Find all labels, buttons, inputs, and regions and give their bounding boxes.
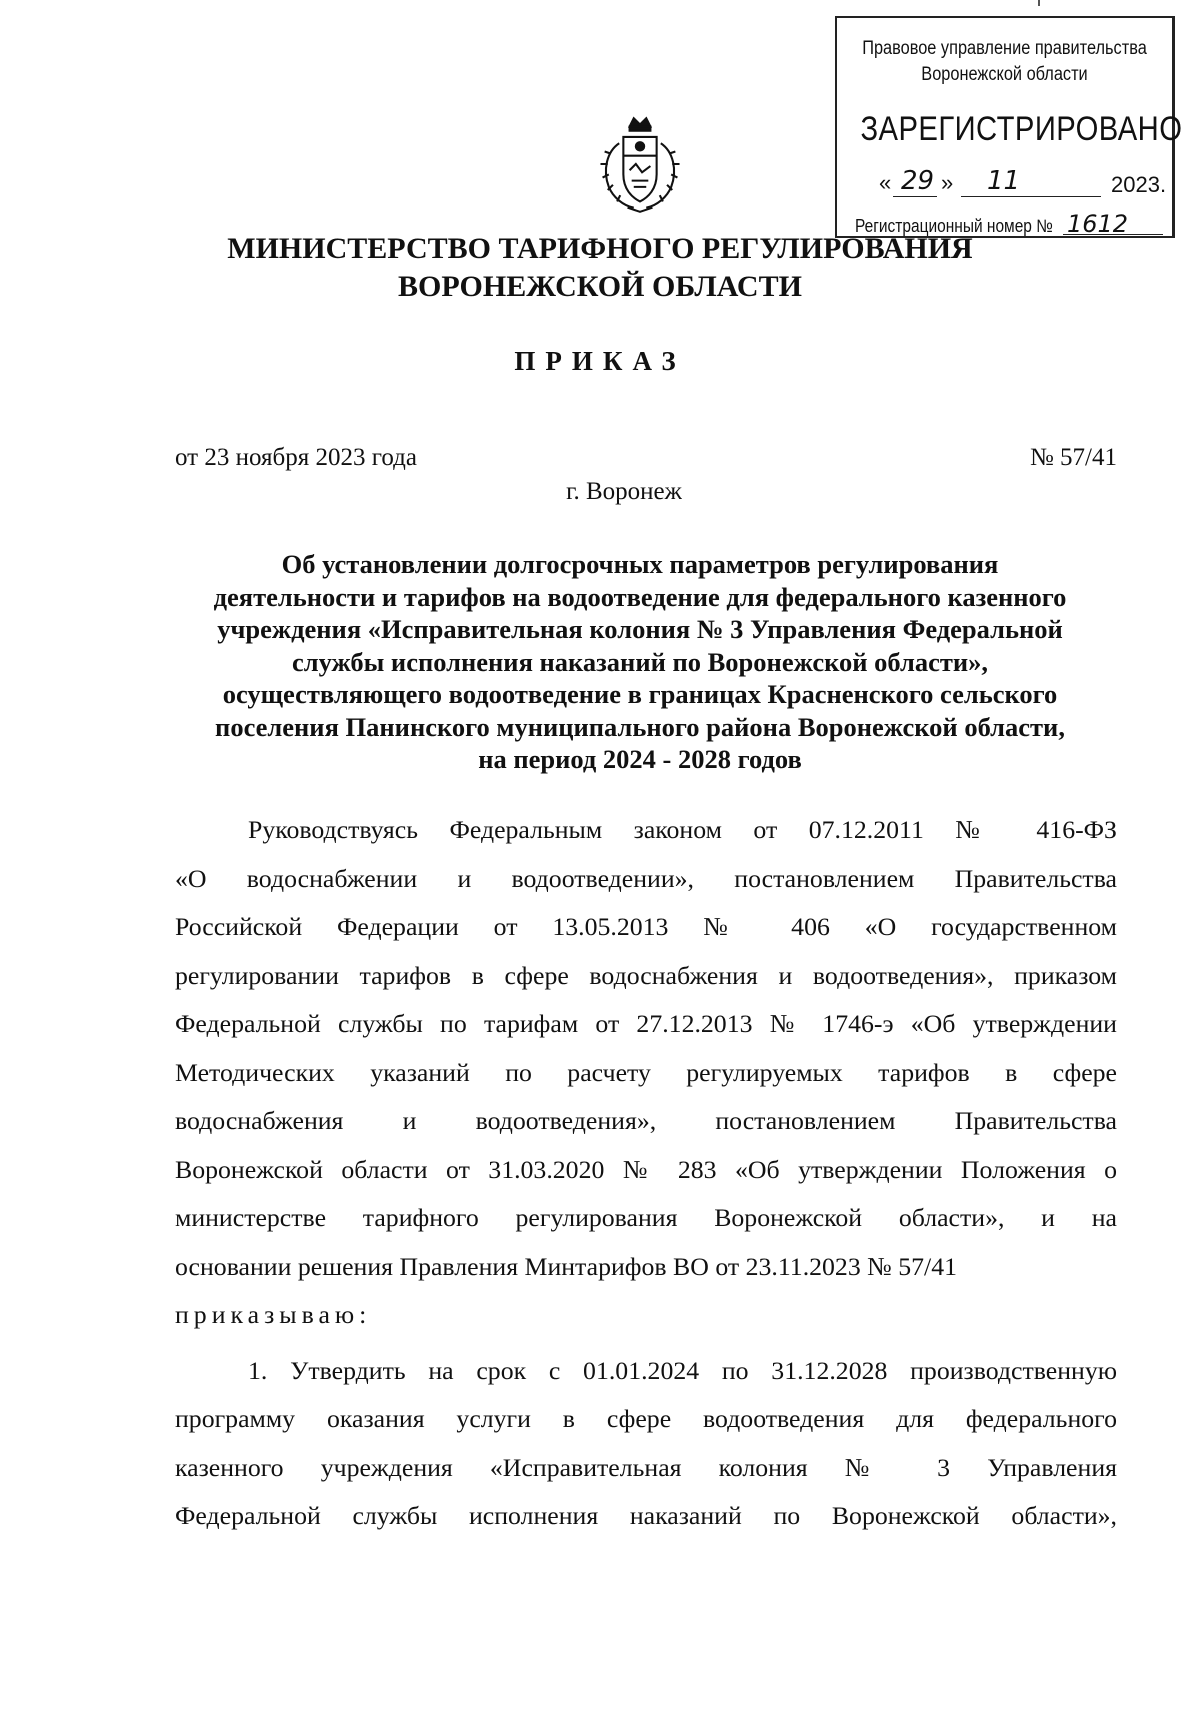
stamp-date-open-quote: «: [879, 170, 892, 195]
preamble-line: Руководствуясь Федеральным законом от 07.12.2011 № 416-ФЗ: [248, 815, 1117, 844]
stamp-underline-month: [961, 196, 1101, 197]
subject-line: Об установлении долгосрочных параметров регулирования: [281, 549, 999, 579]
stamp-date-month: 11: [987, 166, 1021, 196]
document-body: [175, 806, 1117, 1541]
coat-of-arms-icon: [588, 112, 692, 216]
stamp-date-close-quote: »: [941, 170, 954, 195]
stamp-authority-line2: Воронежской области: [921, 64, 1088, 85]
preamble-line: Федеральной службы по тарифам от 27.12.2013 № 1746-э «Об утверждении: [175, 1009, 1117, 1038]
stamp-reg-number-label: Регистрационный номер №: [855, 216, 1053, 236]
subject-line: службы исполнения наказаний по Воронежской области»,: [291, 646, 989, 677]
preamble-line: «О водоснабжении и водоотведении», постановлением Правительства: [175, 863, 1117, 893]
subject-line: поселения Панинского муниципального района Воронежской области,: [215, 711, 1065, 742]
preamble-line: Российской Федерации от 13.05.2013 № 406 «О государственном: [175, 912, 1117, 941]
subject-line: деятельности и тарифов на водоотведение для федерального казенного: [213, 581, 1067, 612]
stamp-date-year: 2023.: [1111, 172, 1167, 197]
item-1-line: программу оказания услуги в сфере водоотведения для федерального: [175, 1404, 1117, 1433]
preamble-line: регулировании тарифов в сфере водоснабжения и водоотведения», приказом: [175, 960, 1117, 990]
preamble-line: Методических указаний по расчету регулируемых тарифов в сфере: [175, 1057, 1117, 1087]
item-1-line: 1. Утвердить на срок с 01.01.2024 по 31.12.2028 производственную: [248, 1355, 1117, 1385]
subject-line: осуществляющего водоотведение в границах Красненского сельского: [222, 679, 1058, 709]
document-subject: [160, 548, 1120, 776]
stamp-underline-day: [893, 196, 937, 197]
preamble-line: основании решения Правления Минтарифов ВО от 23.11.2023 № 57/41: [175, 1251, 958, 1281]
item-1-line: казенного учреждения «Исправительная колония № 3 Управления: [175, 1452, 1117, 1482]
stamp-date: [879, 166, 1167, 202]
registration-stamp: [835, 16, 1183, 238]
scan-mark: [1038, 0, 1040, 6]
preamble-line: Воронежской области от 31.03.2020 № 283 «Об утверждении Положения о: [175, 1154, 1117, 1184]
document-number: № 57/41: [1029, 444, 1117, 471]
decree-word: приказываю:: [175, 1300, 372, 1329]
preamble-line: министерстве тарифного регулирования Воронежской области», и на: [175, 1203, 1117, 1232]
document-type: ПРИКАЗ: [514, 346, 686, 376]
stamp-authority-line1: Правовое управление правительства: [862, 38, 1147, 59]
ministry-name-line2: ВОРОНЕЖСКОЙ ОБЛАСТИ: [398, 270, 802, 303]
stamp-date-day: 29: [901, 166, 935, 196]
item-1: [175, 1347, 1117, 1541]
stamp-registered-label: ЗАРЕГИСТРИРОВАНО: [860, 110, 1183, 148]
stamp-reg-number-value: 1612: [1067, 210, 1129, 238]
item-1-line: Федеральной службы исполнения наказаний по Воронежской области»,: [175, 1501, 1117, 1530]
subject-line: учреждения «Исправительная колония № 3 Управления Федеральной: [217, 614, 1063, 644]
document-city: г. Воронеж: [566, 478, 682, 505]
preamble-line: водоснабжения и водоотведения», постановлением Правительства: [175, 1106, 1117, 1135]
document-date: от 23 ноября 2023 года: [175, 444, 417, 471]
ministry-name-line1: МИНИСТЕРСТВО ТАРИФНОГО РЕГУЛИРОВАНИЯ: [227, 232, 973, 265]
subject-line: на период 2024 - 2028 годов: [478, 744, 802, 774]
